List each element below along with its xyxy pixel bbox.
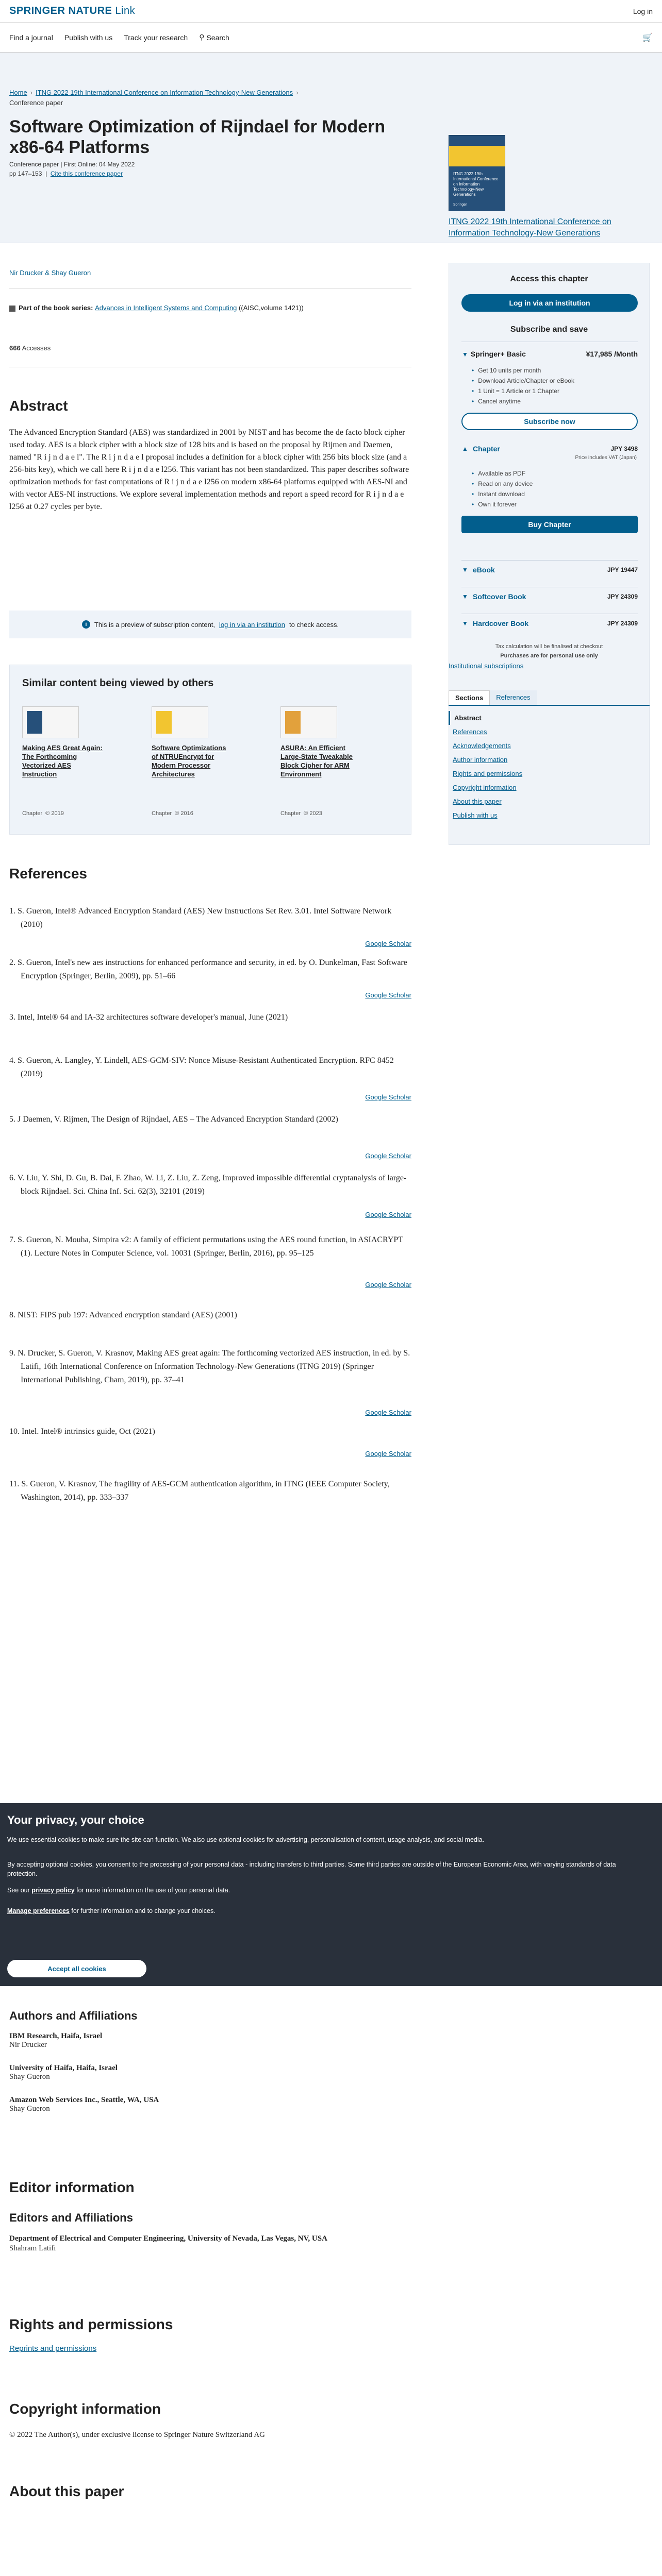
- book-series: Part of the book series: Advances in Intelligent Systems and Computing ((AISC,volume 1421)): [9, 304, 401, 312]
- tax-note: Tax calculation will be finalised at checkout: [495, 643, 603, 650]
- similar-content: [9, 665, 411, 835]
- buy-chapter-button[interactable]: Buy Chapter: [461, 516, 638, 533]
- page-title: Software Optimization of Rijndael for Modern x86-64 Platforms: [9, 117, 386, 157]
- breadcrumb-current: Conference paper: [9, 99, 63, 107]
- accesses-metric: 666 Accesses: [9, 344, 51, 352]
- chapter-tax-note: Price includes VAT (Japan): [575, 455, 637, 461]
- chevron-down-icon: ▼: [462, 592, 468, 600]
- cite-paper-link[interactable]: Cite this conference paper: [50, 170, 123, 177]
- copyright-section: Copyright information © 2022 The Author(s), under exclusive license to Springer Nature Switzerland AG: [9, 2401, 266, 2439]
- accept-cookies-button[interactable]: Accept all cookies: [7, 1960, 146, 1977]
- chevron-down-icon: ▼: [462, 566, 468, 573]
- sections-nav: [449, 690, 650, 822]
- chevron-down-icon: ▼: [462, 619, 468, 627]
- cookie-text: See our privacy policy for more information on the use of your personal data.: [7, 1887, 230, 1894]
- cart-icon[interactable]: 🛒: [642, 33, 653, 42]
- reference-item: 6. V. Liu, Y. Shi, D. Gu, B. Dai, F. Zhao, W. Li, Z. Liu, Z. Zeng, Improved impossible differential cryptanalysis of large-block Rijndael. Sci. China Inf. Sci. 62(3), 32101 (2019) Google Scholar: [9, 1174, 411, 1218]
- similar-thumbnail: [152, 706, 208, 738]
- chevron-up-icon: ▲: [462, 445, 468, 452]
- search-button[interactable]: ⚲ Search: [199, 33, 229, 42]
- similar-thumbnail: [280, 706, 337, 738]
- reference-item: 10. Intel. Intel® intrinsics guide, Oct (2021) Google Scholar: [9, 1427, 411, 1458]
- editors-affiliations-heading: Editors and Affiliations: [9, 2211, 133, 2224]
- ebook-option[interactable]: ▼ eBook JPY 19447: [461, 560, 638, 579]
- tab-references[interactable]: References: [490, 690, 536, 705]
- personal-use-note: Purchases are for personal use only: [500, 653, 598, 659]
- about-heading: About this paper: [9, 2483, 124, 2499]
- google-scholar-link[interactable]: Google Scholar: [365, 991, 411, 999]
- institution-login-button[interactable]: Log in via an institution: [461, 294, 638, 312]
- cookie-heading: Your privacy, your choice: [7, 1814, 144, 1826]
- manage-preferences-link[interactable]: Manage preferences: [7, 1907, 70, 1914]
- reference-item: 8. NIST: FIPS pub 197: Advanced encryption standard (AES) (2001): [9, 1311, 237, 1319]
- authors[interactable]: Nir Drucker & Shay Gueron: [9, 269, 91, 277]
- series-link[interactable]: Advances in Intelligent Systems and Computing: [95, 304, 237, 312]
- nav-publish[interactable]: Publish with us: [64, 33, 113, 42]
- hero: [0, 53, 662, 243]
- cookie-banner: [0, 1803, 662, 1986]
- reference-item: 3. Intel, Intel® 64 and IA-32 architectures software developer's manual, June (2021): [9, 1013, 288, 1022]
- subscribe-heading: Subscribe and save: [510, 325, 588, 334]
- abstract-heading: Abstract: [9, 398, 68, 414]
- plan-features: • Get 10 units per month • Download Article/Chapter or eBook • 1 Unit = 1 Article or 1 Chapter • Cancel anytime: [472, 365, 574, 406]
- google-scholar-link[interactable]: Google Scholar: [365, 1281, 411, 1289]
- plan-row: ▼ Springer+ Basic ¥17,985 /Month: [462, 350, 638, 358]
- section-link-acknowledgements[interactable]: Acknowledgements: [453, 742, 511, 750]
- section-link-rights[interactable]: Rights and permissions: [453, 770, 523, 777]
- similar-thumbnail: [22, 706, 79, 738]
- reprints-link[interactable]: Reprints and permissions: [9, 2344, 97, 2353]
- subscribe-button[interactable]: Subscribe now: [461, 413, 638, 430]
- section-link-author-info[interactable]: Author information: [453, 756, 508, 764]
- privacy-policy-link[interactable]: privacy policy: [31, 1887, 75, 1894]
- similar-card[interactable]: Making AES Great Again: The Forthcoming Vectorized AES Instruction Chapter © 2019: [22, 706, 105, 817]
- book-cover[interactable]: ITNG 2022 19th International Conference on Information Technology-New Generations Springer: [449, 135, 505, 211]
- institution-login-link[interactable]: log in via an institution: [219, 620, 285, 629]
- chapter-option[interactable]: ▲ Chapter JPY 3498: [462, 445, 638, 453]
- chapter-features: • Available as PDF • Read on any device • Instant download • Own it forever: [472, 468, 533, 510]
- similar-heading: Similar content being viewed by others: [22, 677, 214, 689]
- nav-find-journal[interactable]: Find a journal: [9, 33, 53, 42]
- breadcrumb-book[interactable]: ITNG 2022 19th International Conference on Information Technology-New Generations: [36, 89, 293, 96]
- reference-item: 2. S. Gueron, Intel's new aes instructions for enhanced performance and security, in ed. by O. Dunkelman, Fast Software Encryption (Springer, Berlin, 2009), pp. 51–66 Google Scholar: [9, 958, 411, 999]
- book-series-icon: [9, 306, 15, 312]
- section-link-about[interactable]: About this paper: [453, 798, 502, 805]
- reference-item: 9. N. Drucker, S. Gueron, V. Krasnov, Making AES great again: The forthcoming vectorized AES instruction, in ed. by S. Latifi, 16th International Conference on Information Technology-New Generations (ITNG 2019) (Springer International Publishing, Cham, 2019), pp. 37–41 Google Scholar: [9, 1349, 411, 1416]
- book-title-link[interactable]: ITNG 2022 19th International Conference on Information Technology-New Generations: [449, 217, 611, 238]
- google-scholar-link[interactable]: Google Scholar: [365, 1152, 411, 1160]
- abstract-text: The Advanced Encryption Standard (AES) was standardized in 2001 by NIST and has become the de facto block cipher used today. AES is a block cipher with a block size of 128 bits and is based on the proposal by Rijmen and Daemen, named "R i j n d a e l". The R i j n d a e l proposal includes a definition for a block cipher with 256 bits block size (and a 256-bits key), which we call here R i j n d a e l256. This variant has not been standardized. This paper describes software optimization methods for fast computations of R i j n d a e l256 on modern x86-64 platforms equipped with AES-NI and with vector AES-NI instructions. We explore several implementation methods and report a speed record for R i j n d a e l256 at 0.27 cycles per byte.: [9, 428, 409, 511]
- hardcover-option[interactable]: ▼ Hardcover Book JPY 24309: [461, 614, 638, 632]
- preview-notice: i This is a preview of subscription content, log in via an institution to check access.: [9, 611, 411, 638]
- breadcrumb-home[interactable]: Home: [9, 89, 27, 96]
- section-link-references[interactable]: References: [453, 728, 487, 736]
- top-bar: [0, 0, 662, 23]
- cookie-text: By accepting optional cookies, you consent to the processing of your personal data - including transfers to third parties. Some third parties are outside of the European Economic Area, with varying standards of data protection.: [7, 1861, 616, 1877]
- reference-item: 7. S. Gueron, N. Mouha, Simpira v2: A family of efficient permutations using the AES round function, in ASIACRYPT (1). Lecture Notes in Computer Science, vol. 10031 (Springer, Berlin, 2016), pp. 95–125 Google Scholar: [9, 1235, 411, 1289]
- reference-item: 11. S. Gueron, V. Krasnov, The fragility of AES-GCM authentication algorithm, in ITNG (IEEE Computer Society, Washington, 2014), pp. 333–337: [9, 1480, 390, 1502]
- search-icon: ⚲: [199, 33, 205, 41]
- similar-card[interactable]: Software Optimizations of NTRUEncrypt for Modern Processor Architectures Chapter © 2016: [152, 706, 234, 817]
- reference-item: 4. S. Gueron, A. Langley, Y. Lindell, AES-GCM-SIV: Nonce Misuse-Resistant Authenticated Encryption. RFC 8452 (2019) Google Scholar: [9, 1056, 411, 1101]
- affiliations-heading: Authors and Affiliations: [9, 2009, 138, 2022]
- access-heading: Access this chapter: [510, 275, 588, 283]
- google-scholar-link[interactable]: Google Scholar: [365, 1093, 411, 1101]
- section-link-publish[interactable]: Publish with us: [453, 811, 498, 819]
- reference-item: 1. S. Gueron, Intel® Advanced Encryption Standard (AES) New Instructions Set Rev. 3.01. Intel Software Network (2010) Google Scholar: [9, 907, 411, 947]
- tab-sections[interactable]: Sections: [449, 690, 490, 705]
- similar-card[interactable]: ASURA: An Efficient Large-State Tweakable Block Cipher for ARM Environment Chapter © 2023: [280, 706, 363, 817]
- reference-item: 5. J Daemen, V. Rijmen, The Design of Rijndael, AES – The Advanced Encryption Standard (2002) Google Scholar: [9, 1115, 411, 1160]
- cookie-text: Manage preferences for further information and to change your choices.: [7, 1907, 216, 1914]
- google-scholar-link[interactable]: Google Scholar: [365, 1409, 411, 1416]
- softcover-option[interactable]: ▼ Softcover Book JPY 24309: [461, 587, 638, 605]
- chevron-down-icon: ▼: [462, 351, 468, 358]
- cookie-text: We use essential cookies to make sure the site can function. We also use optional cookies for advertising, personalisation of content, usage analysis, and social media.: [7, 1836, 485, 1843]
- main-nav: [0, 23, 662, 53]
- breadcrumb: Home › ITNG 2022 19th International Conference on Information Technology-New Generations › Conference paper: [9, 89, 299, 107]
- google-scholar-link[interactable]: Google Scholar: [365, 1450, 411, 1458]
- paper-pages: pp 147–153 | Cite this conference paper: [9, 170, 123, 177]
- login-link[interactable]: Log in: [633, 7, 653, 15]
- springer-link-logo[interactable]: SPRINGER NATURE Link: [9, 5, 136, 16]
- rights-section: Rights and permissions Reprints and permissions: [9, 2316, 411, 2353]
- editor-info: Editor information Editors and Affiliations Department of Electrical and Computer Engineering, University of Nevada, Las Vegas, NV, USA Shahram Latifi: [9, 2179, 411, 2253]
- nav-track-research[interactable]: Track your research: [124, 33, 188, 42]
- institutional-subscriptions-link[interactable]: Institutional subscriptions: [449, 662, 524, 670]
- info-icon: i: [82, 620, 90, 629]
- section-link-copyright[interactable]: Copyright information: [453, 784, 517, 791]
- google-scholar-link[interactable]: Google Scholar: [365, 940, 411, 947]
- paper-meta: Conference paper | First Online: 04 May 2022: [9, 161, 135, 168]
- section-link-abstract[interactable]: Abstract: [449, 711, 650, 725]
- author-info: Authors and Affiliations IBM Research, Haifa, Israel Nir Drucker University of Haifa, Haifa, Israel Shay Gueron Amazon Web Services Inc., Seattle, WA, USA Shay Gueron: [9, 1992, 411, 2113]
- references-heading: References: [9, 866, 87, 882]
- google-scholar-link[interactable]: Google Scholar: [365, 1211, 411, 1218]
- editor-info-heading: Editor information: [9, 2179, 135, 2195]
